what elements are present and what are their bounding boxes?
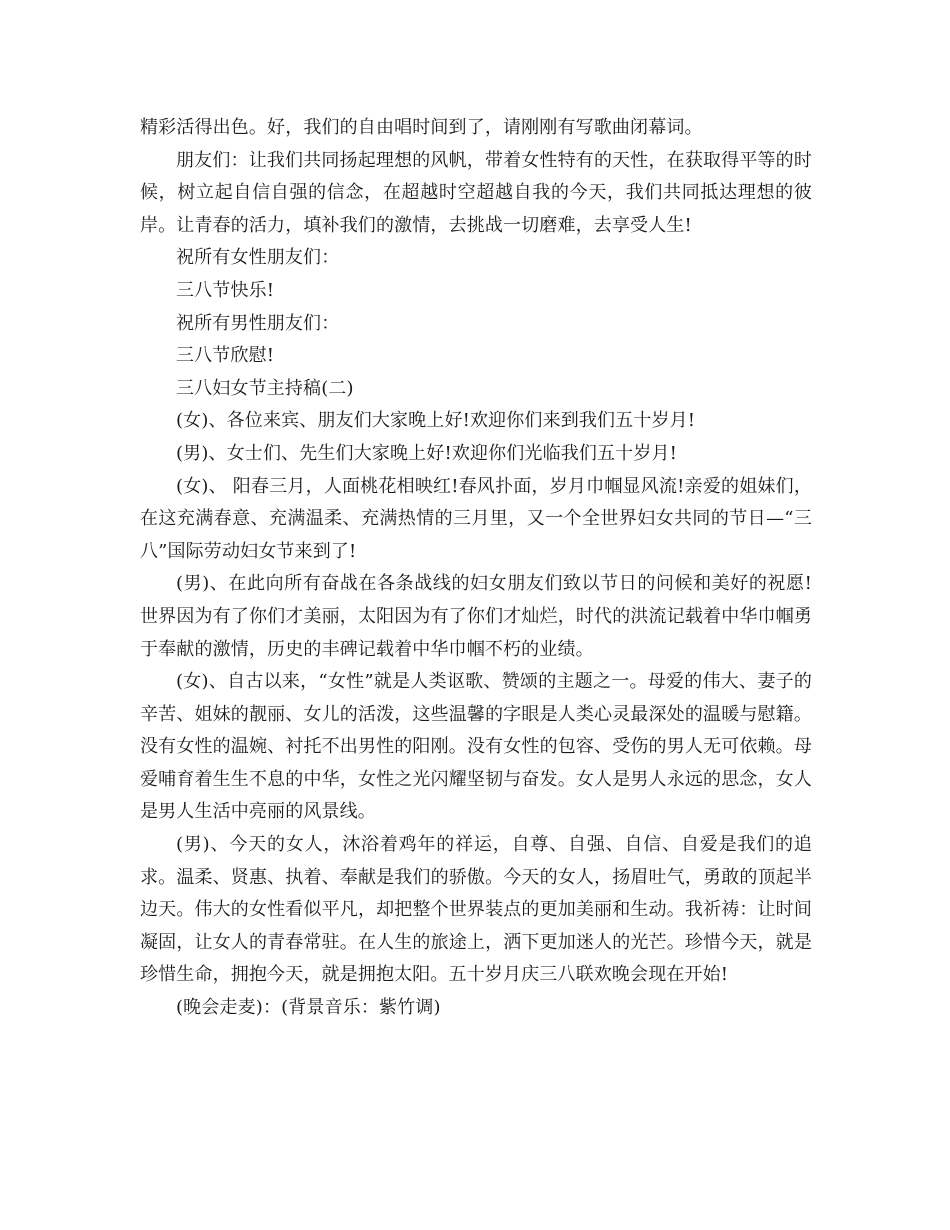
paragraph-14: (晚会走麦)：(背景音乐：紫竹调) xyxy=(176,997,441,1019)
paragraph-6: 三八节欣慰! xyxy=(176,345,275,367)
paragraph-2: 朋友们：让我们共同扬起理想的风帆，带着女性特有的天性，在获取得平等的时候，树立起自信自强的信念，在超越时空超越自我的今天，我们共同抵达理想的彼岸。让青春的活力，填补我们的激情，去挑战一切磨难，去享受人生! xyxy=(140,149,812,236)
paragraph-12: (女)、自古以来，“女性”就是人类讴歌、赞颂的主题之一。母爱的伟大、妻子的辛苦、姐妹的靓丽、女儿的活泼，这些温馨的字眼是人类心灵最深处的温暖与慰籍。没有女性的温婉、衬托不出男性的阳刚。没有女性的包容、受伤的男人无可依赖。母爱哺育着生生不息的中华，女性之光闪耀坚韧与奋发。女人是男人永远的思念，女人是男人生活中亮丽的风景线。 xyxy=(140,671,812,823)
paragraph-10: (女)、 阳春三月，人面桃花相映红!春风扑面，岁月巾帼显风流!亲爱的姐妹们，在这充满春意、充满温柔、充满热情的三月里，又一个全世界妇女共同的节日—“三八”国际劳动妇女节来到了! xyxy=(140,475,812,562)
paragraph-9: (男)、女士们、先生们大家晚上好!欢迎你们光临我们五十岁月! xyxy=(176,442,678,464)
paragraph-1: 精彩活得出色。好，我们的自由唱时间到了，请刚刚有写歌曲闭幕词。 xyxy=(140,117,703,138)
paragraph-4: 三八节快乐! xyxy=(176,279,275,301)
section-heading: 三八妇女节主持稿(二) xyxy=(176,377,354,399)
paragraph-13: (男)、今天的女人，沐浴着鸡年的祥运，自尊、自强、自信、自爱是我们的追求。温柔、贤惠、执着、奉献是我们的骄傲。今天的女人，扬眉吐气，勇敢的顶起半边天。伟大的女性看似平凡，却把整个世界装点的更加美丽和生动。我祈祷：让时间凝固，让女人的青春常驻。在人生的旅途上，洒下更加迷人的光芒。珍惜今天，就是珍惜生命，拥抱今天，就是拥抱太阳。五十岁月庆三八联欢晚会现在开始! xyxy=(140,834,812,986)
paragraph-5: 祝所有男性朋友们： xyxy=(176,312,340,334)
paragraph-8: (女)、各位来宾、朋友们大家晚上好!欢迎你们来到我们五十岁月! xyxy=(176,410,696,432)
paragraph-11: (男)、在此向所有奋战在各条战线的妇女朋友们致以节日的问候和美好的祝愿!世界因为有了你们才美丽，太阳因为有了你们才灿烂，时代的洪流记载着中华巾帼勇于奉献的激情，历史的丰碑记载着中华巾帼不朽的业绩。 xyxy=(140,573,812,660)
document-body xyxy=(140,112,812,1025)
paragraph-3: 祝所有女性朋友们： xyxy=(176,247,340,269)
